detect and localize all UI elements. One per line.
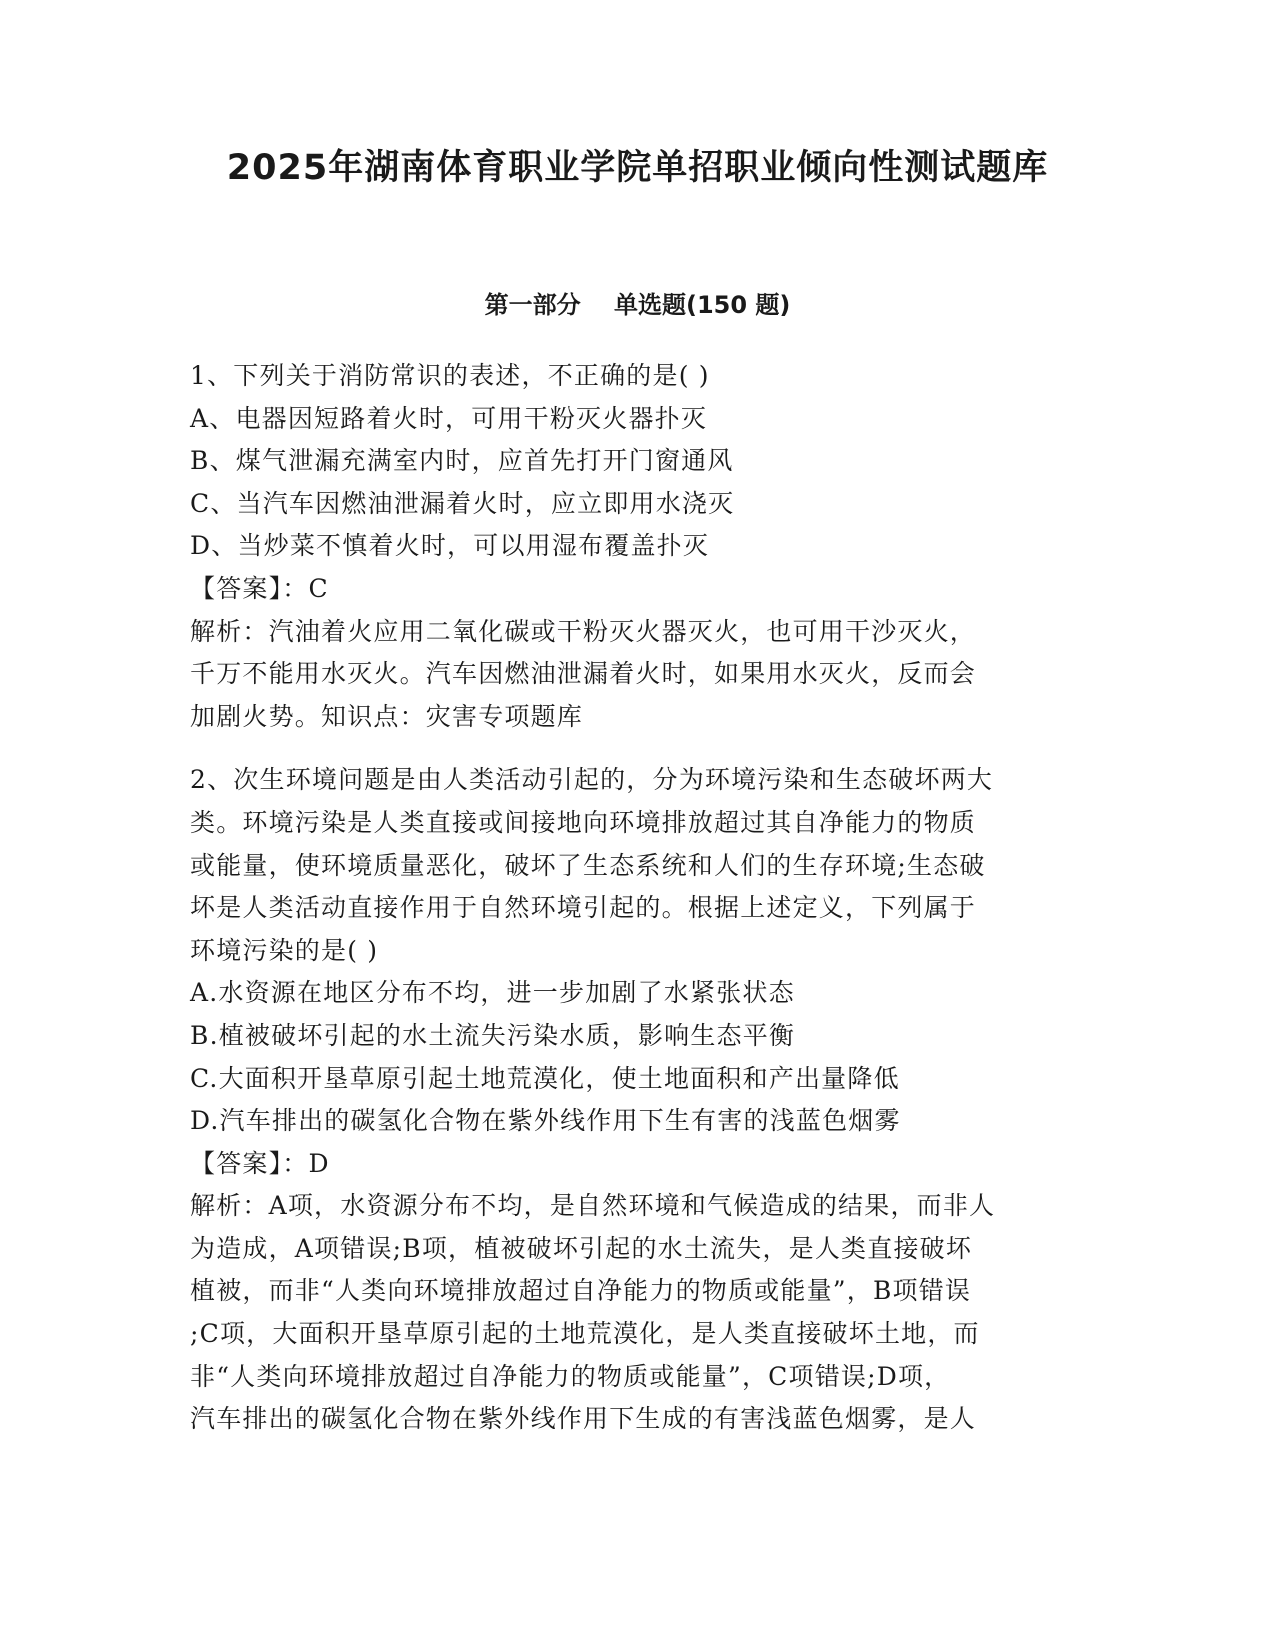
analysis-line: 加剧火势。知识点：灾害专项题库 (190, 701, 584, 731)
analysis-line: 千万不能用水灭火。汽车因燃油泄漏着火时，如果用水灭火，反而会 (190, 659, 977, 689)
analysis-line: 解析：A项，水资源分布不均，是自然环境和气候造成的结果，而非人 (190, 1191, 996, 1221)
question-stem-line: 类。环境污染是人类直接或间接地向环境排放超过其自净能力的物质 (190, 807, 977, 837)
question-1 (190, 355, 1095, 738)
section-title: 第一部分 单选题(150 题) (484, 291, 791, 319)
document-title: 2025年湖南体育职业学院单招职业倾向性测试题库 (226, 148, 1049, 188)
option-a: A.水资源在地区分布不均，进一步加剧了水紧张状态 (190, 978, 795, 1008)
option-b: B.植被破坏引起的水土流失污染水质，影响生态平衡 (190, 1020, 796, 1050)
option-c: C、当汽车因燃油泄漏着火时，应立即用水浇灭 (190, 488, 735, 518)
question-separator (190, 738, 1095, 759)
option-c: C.大面积开垦草原引起土地荒漠化，使土地面积和产出量降低 (190, 1063, 900, 1093)
analysis-line: 非“人类向环境排放超过自净能力的物质或能量”，C项错误;D项， (190, 1361, 951, 1391)
question-stem-line: 或能量，使环境质量恶化，破坏了生态系统和人们的生存环境;生态破 (190, 850, 986, 880)
analysis-line: 植被，而非“人类向环境排放超过自净能力的物质或能量”，B项错误 (190, 1276, 972, 1306)
document-body (190, 355, 1095, 1441)
analysis-line: ;C项，大面积开垦草原引起的土地荒漠化，是人类直接破坏土地，而 (190, 1319, 980, 1349)
answer-line: 【答案】：C (190, 573, 329, 603)
question-stem-line: 坏是人类活动直接作用于自然环境引起的。根据上述定义，下列属于 (190, 893, 977, 923)
option-d: D.汽车排出的碳氢化合物在紫外线作用下生有害的浅蓝色烟雾 (190, 1106, 901, 1136)
question-stem-line: 1、下列关于消防常识的表述，不正确的是( ) (190, 361, 710, 390)
question-stem-line: 环境污染的是( ) (190, 935, 379, 965)
analysis-line: 汽车排出的碳氢化合物在紫外线作用下生成的有害浅蓝色烟雾，是人 (190, 1404, 977, 1434)
answer-line: 【答案】：D (190, 1148, 330, 1178)
option-d: D、当炒菜不慎着火时，可以用湿布覆盖扑灭 (190, 531, 710, 561)
option-b: B、煤气泄漏充满室内时，应首先打开门窗通风 (190, 446, 734, 476)
question-stem-line: 2、次生环境问题是由人类活动引起的，分为环境污染和生态破坏两大 (190, 765, 994, 795)
question-2 (190, 759, 1095, 1441)
analysis-line: 为造成，A项错误;B项，植被破坏引起的水土流失，是人类直接破坏 (190, 1233, 973, 1263)
analysis-line: 解析：汽油着火应用二氧化碳或干粉灭火器灭火，也可用干沙灭火， (190, 616, 977, 646)
option-a: A、电器因短路着火时，可用干粉灭火器扑灭 (190, 403, 708, 433)
